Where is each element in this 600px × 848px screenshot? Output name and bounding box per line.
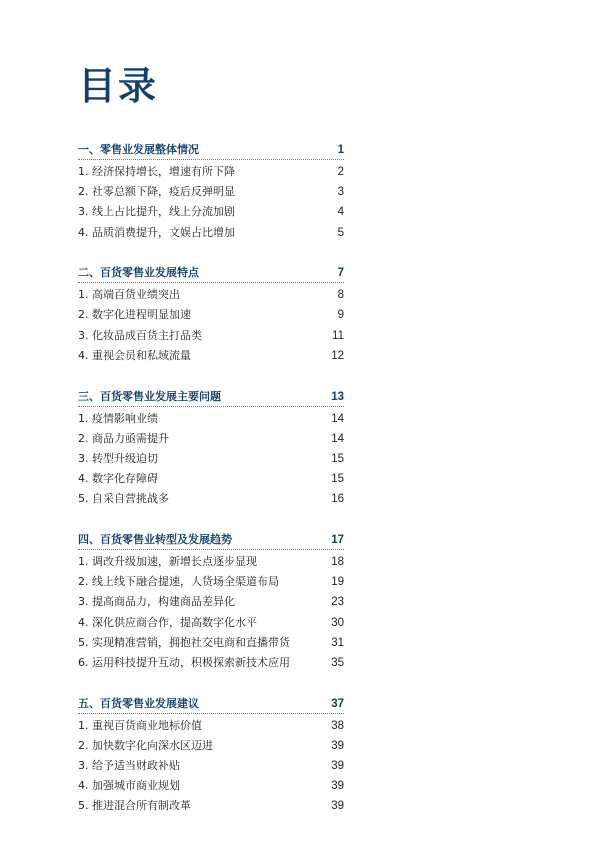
toc-page-number: 5: [337, 226, 344, 239]
toc-entry[interactable]: [78, 409, 344, 429]
toc-page-number: 23: [331, 596, 344, 609]
table-of-contents: [78, 140, 344, 817]
toc-section-5: [78, 694, 344, 817]
toc-entry[interactable]: [78, 305, 344, 325]
toc-entry[interactable]: [78, 285, 344, 305]
toc-entry-label: 4. 加强城市商业规划: [78, 779, 180, 793]
toc-heading-label: 一、零售业发展整体情况: [78, 143, 199, 156]
toc-section-4: [78, 530, 344, 673]
toc-section-1: [78, 140, 344, 243]
toc-entry-label: 3. 化妆品成百货主打品类: [78, 328, 202, 342]
toc-heading-label: 二、百货零售业发展特点: [78, 266, 199, 280]
toc-entry[interactable]: [78, 202, 344, 222]
toc-page-number: 16: [331, 493, 344, 506]
section-spacer: [78, 509, 344, 530]
toc-page-number: 2: [337, 166, 344, 178]
toc-section-2: [78, 263, 344, 366]
toc-entry-label: 2. 商品力亟需提升: [78, 431, 169, 445]
toc-section-heading[interactable]: [78, 530, 344, 550]
toc-entry-label: 1. 疫情影响业绩: [78, 411, 158, 425]
toc-page-number: 19: [331, 576, 344, 589]
toc-entry[interactable]: [78, 613, 344, 633]
toc-entry[interactable]: [78, 716, 344, 736]
toc-entry-label: 3. 给予适当财政补贴: [78, 758, 180, 772]
toc-page-number: 37: [331, 697, 344, 710]
toc-page-number: 7: [337, 267, 344, 280]
toc-entry-label: 2. 线上线下融合提速，人货场全渠道布局: [78, 575, 279, 589]
toc-page-number: 12: [331, 349, 344, 362]
toc-page-number: 30: [331, 616, 344, 629]
toc-entry-label: 1. 高端百货业绩突出: [78, 288, 180, 302]
toc-entry-label: 1. 重视百货商业地标价值: [78, 718, 202, 732]
toc-entry[interactable]: [78, 796, 344, 816]
toc-page-number: 15: [331, 452, 344, 465]
toc-page-number: 14: [331, 412, 344, 425]
toc-section-heading[interactable]: [78, 140, 344, 160]
toc-entry[interactable]: [78, 469, 344, 489]
toc-page-number: 4: [337, 206, 344, 219]
toc-entry-label: 3. 提高商品力，构建商品差异化: [78, 595, 235, 609]
toc-entry[interactable]: [78, 346, 344, 366]
toc-section-3: [78, 387, 344, 510]
toc-page-number: 3: [337, 186, 344, 199]
toc-section-heading[interactable]: [78, 694, 344, 714]
toc-entry[interactable]: [78, 756, 344, 776]
section-spacer: [78, 243, 344, 264]
toc-entry[interactable]: [78, 653, 344, 673]
toc-entry-label: 5. 推进混合所有制改革: [78, 799, 191, 813]
toc-heading-label: 五、百货零售业发展建议: [78, 696, 199, 710]
toc-page-number: 18: [331, 555, 344, 568]
toc-page-number: 11: [332, 329, 344, 342]
toc-section-heading[interactable]: [78, 263, 344, 283]
toc-entry[interactable]: [78, 552, 344, 572]
page-title: 目录: [78, 64, 159, 108]
toc-entry[interactable]: [78, 182, 344, 202]
toc-entry[interactable]: [78, 572, 344, 592]
toc-entry[interactable]: [78, 489, 344, 509]
toc-entry-label: 4. 数字化存障碍: [78, 472, 158, 486]
toc-entry-label: 4. 深化供应商合作，提高数字化水平: [78, 615, 257, 629]
toc-page-number: 39: [331, 780, 344, 793]
toc-entry[interactable]: [78, 162, 344, 182]
toc-page-number: 39: [331, 759, 344, 772]
toc-entry-label: 2. 数字化进程明显加速: [78, 308, 191, 322]
toc-entry-label: 3. 线上占比提升，线上分流加剧: [78, 205, 235, 219]
toc-entry[interactable]: [78, 223, 344, 243]
toc-entry[interactable]: [78, 449, 344, 469]
section-spacer: [78, 366, 344, 387]
toc-entry[interactable]: [78, 326, 344, 346]
toc-entry[interactable]: [78, 592, 344, 612]
toc-entry[interactable]: [78, 633, 344, 653]
toc-entry-label: 5. 实现精准营销，拥抱社交电商和直播带货: [78, 635, 290, 649]
toc-entry-label: 3. 转型升级迫切: [78, 451, 158, 465]
toc-entry-label: 2. 加快数字化向深水区迈进: [78, 738, 213, 752]
toc-entry-label: 4. 重视会员和私域流量: [78, 348, 191, 362]
toc-entry-label: 1. 调改升级加速，新增长点逐步显现: [78, 554, 257, 568]
toc-page-number: 39: [331, 739, 344, 752]
toc-entry-label: 5. 自采自营挑战多: [78, 492, 169, 506]
toc-entry[interactable]: [78, 736, 344, 756]
toc-page-number: 9: [337, 309, 344, 322]
toc-entry[interactable]: [78, 776, 344, 796]
toc-page-number: 35: [331, 656, 344, 669]
toc-entry-label: 1. 经济保持增长，增速有所下降: [78, 165, 235, 178]
toc-page-number: 31: [331, 636, 344, 649]
toc-heading-label: 三、百货零售业发展主要问题: [78, 389, 221, 403]
toc-page-number: 8: [337, 289, 344, 302]
section-spacer: [78, 673, 344, 694]
toc-entry-label: 6. 运用科技提升互动，积极探索新技术应用: [78, 655, 290, 669]
toc-page-number: 14: [331, 432, 344, 445]
toc-page-number: 39: [331, 800, 344, 813]
toc-section-heading[interactable]: [78, 387, 344, 407]
toc-page-number: 15: [331, 473, 344, 486]
toc-heading-label: 四、百货零售业转型及发展趋势: [78, 532, 232, 546]
toc-page-number: 38: [331, 719, 344, 732]
toc-page-number: 17: [331, 533, 344, 546]
toc-page-number: 13: [331, 390, 344, 403]
toc-entry[interactable]: [78, 429, 344, 449]
toc-entry-label: 2. 社零总额下降，疫后反弹明显: [78, 185, 235, 199]
toc-entry-label: 4. 品质消费提升，文娱占比增加: [78, 225, 235, 239]
toc-page-number: 1: [337, 144, 344, 156]
